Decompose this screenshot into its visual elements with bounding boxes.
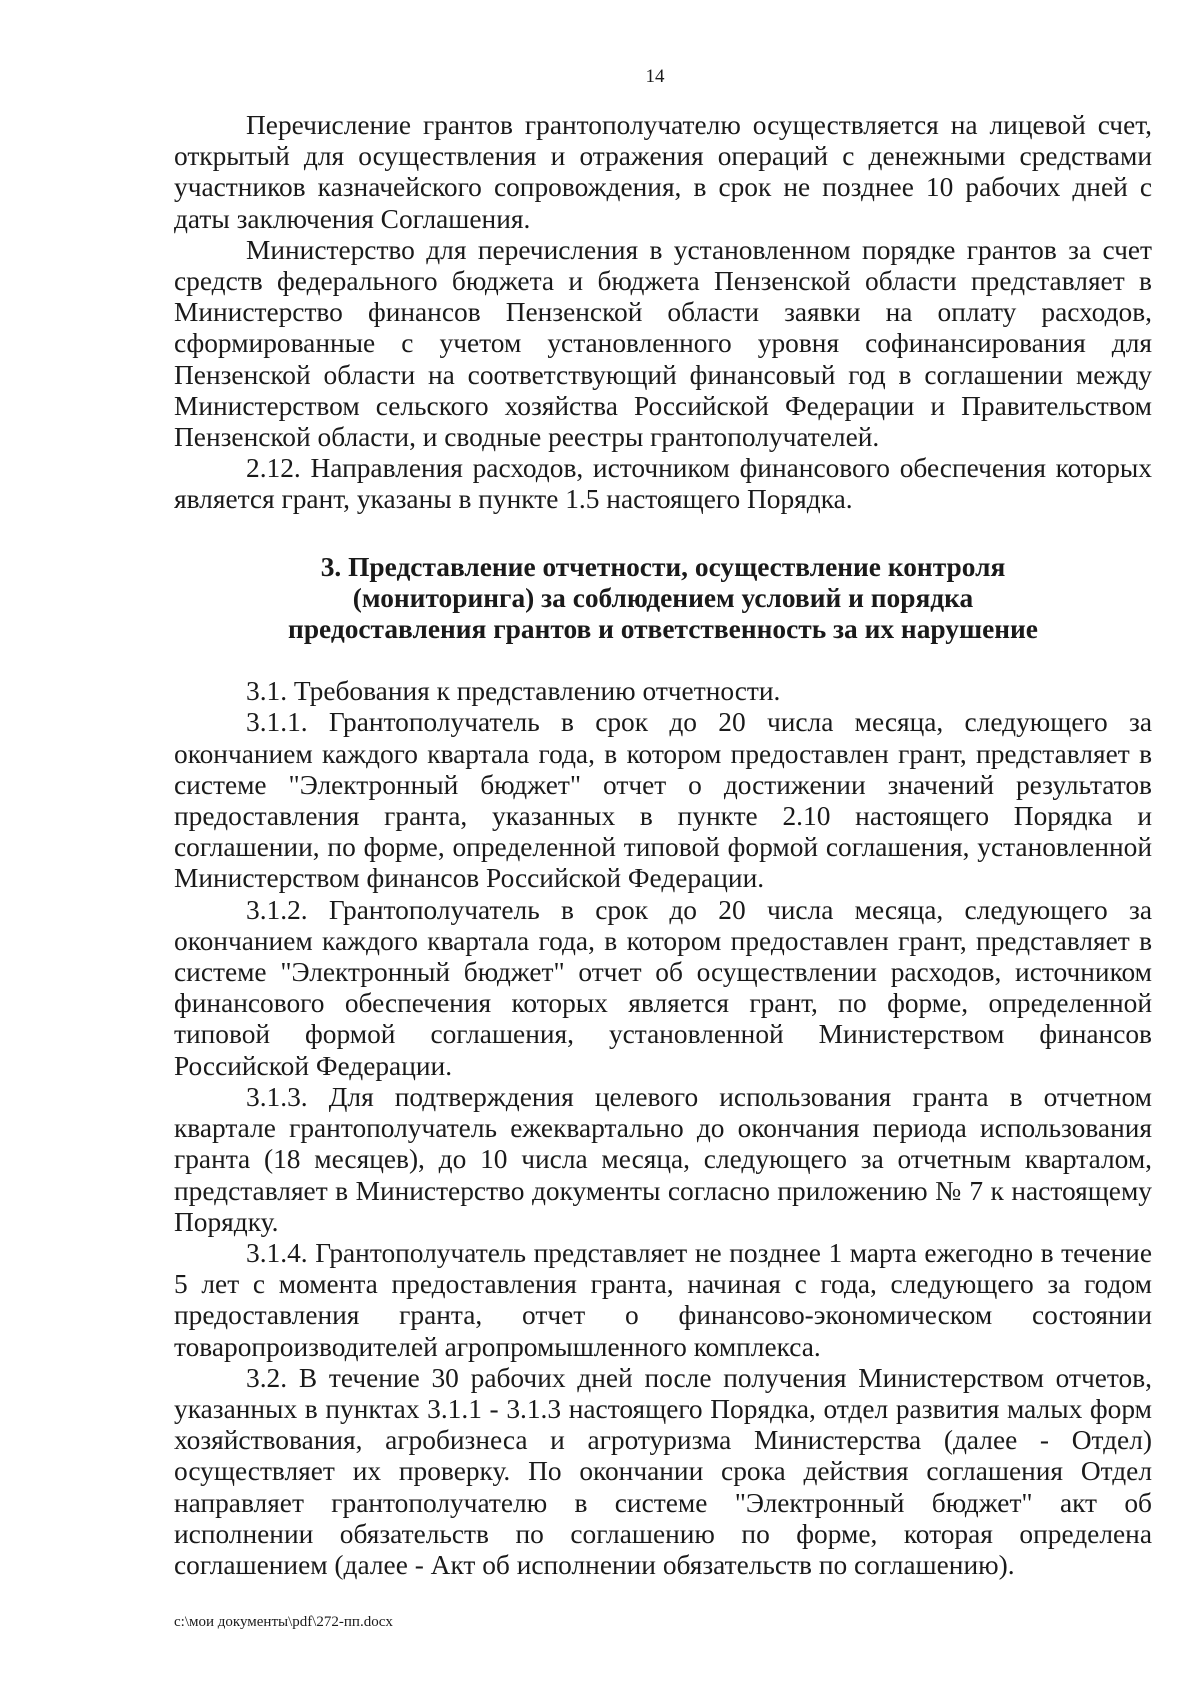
paragraph-3-1: 3.1. Требования к представлению отчетности.	[246, 676, 781, 707]
paragraph-3-1-1: 3.1.1. Грантополучатель в срок до 20 числа месяца, следующего за окончанием каждого квартала года, в котором предоставлен грант, представляет в системе "Электронный бюджет" отчет о достижении значений результатов предоставления гранта, указанных в пункте 2.10 настоящего Порядка и соглашении, по форме, определенной типовой формой соглашения, установленной Министерством финансов Российской Федерации.	[174, 707, 1152, 894]
paragraph-transfer-grants: Перечисление грантов грантополучателю осуществляется на лицевой счет, открытый для осуществления и отражения операций с денежными средствами участников казначейского сопровождения, в срок не позднее 10 рабочих дней с даты заключения Соглашения.	[174, 110, 1152, 234]
paragraph-2-12: 2.12. Направления расходов, источником финансового обеспечения которых является грант, указаны в пункте 1.5 настоящего Порядка.	[174, 453, 1152, 515]
footer-file-path: c:\мои документы\pdf\272-пп.docx	[174, 1614, 393, 1630]
paragraph-ministry-requests: Министерство для перечисления в установленном порядке грантов за счет средств федерального бюджета и бюджета Пензенской области представляет в Министерство финансов Пензенской области заявки на оплату расходов, сформированные с учетом установленного уровня софинансирования для Пензенской области на соответствующий финансовый год в соглашении между Министерством сельского хозяйства Российской Федерации и Правительством Пензенской области, и сводные реестры грантополучателей.	[174, 234, 1152, 453]
paragraph-3-1-4: 3.1.4. Грантополучатель представляет не позднее 1 марта ежегодно в течение 5 лет с момента предоставления гранта, начиная с года, следующего за годом предоставления гранта, отчет о финансово-экономическом состоянии товаропроизводителей агропромышленного комплекса.	[174, 1237, 1152, 1362]
paragraph-3-1-2: 3.1.2. Грантополучатель в срок до 20 числа месяца, следующего за окончанием каждого квартала года, в котором предоставлен грант, представляет в системе "Электронный бюджет" отчет об осуществлении расходов, источником финансового обеспечения которых является грант, по форме, определенной типовой формой соглашения, установленной Министерством финансов Российской Федерации.	[174, 894, 1152, 1081]
paragraph-3-1-3: 3.1.3. Для подтверждения целевого использования гранта в отчетном квартале грантополучатель ежеквартально до окончания периода использования гранта (18 месяцев), до 10 числа месяца, следующего за отчетным кварталом, представляет в Министерство документы согласно приложению № 7 к настоящему Порядку.	[174, 1081, 1152, 1237]
document-body	[174, 110, 1152, 1581]
page-number: 14	[645, 66, 665, 87]
paragraph-3-2: 3.2. В течение 30 рабочих дней после получения Министерством отчетов, указанных в пунктах 3.1.1 - 3.1.3 настоящего Порядка, отдел развития малых форм хозяйствования, агробизнеса и агротуризма Министерства (далее - Отдел) осуществляет их проверку. По окончании срока действия соглашения Отдел направляет грантополучателю в системе "Электронный бюджет" акт об исполнении обязательств по соглашению по форме, которая определена соглашением (далее - Акт об исполнении обязательств по соглашению).	[174, 1362, 1152, 1580]
section-heading-line-2: (мониторинга) за соблюдением условий и порядка	[352, 582, 974, 613]
section-3-heading	[174, 552, 1152, 646]
section-heading-line-3: предоставления грантов и ответственность за их нарушение	[288, 614, 1038, 645]
section-heading-line-1: 3. Представление отчетности, осуществление контроля	[320, 551, 1006, 582]
